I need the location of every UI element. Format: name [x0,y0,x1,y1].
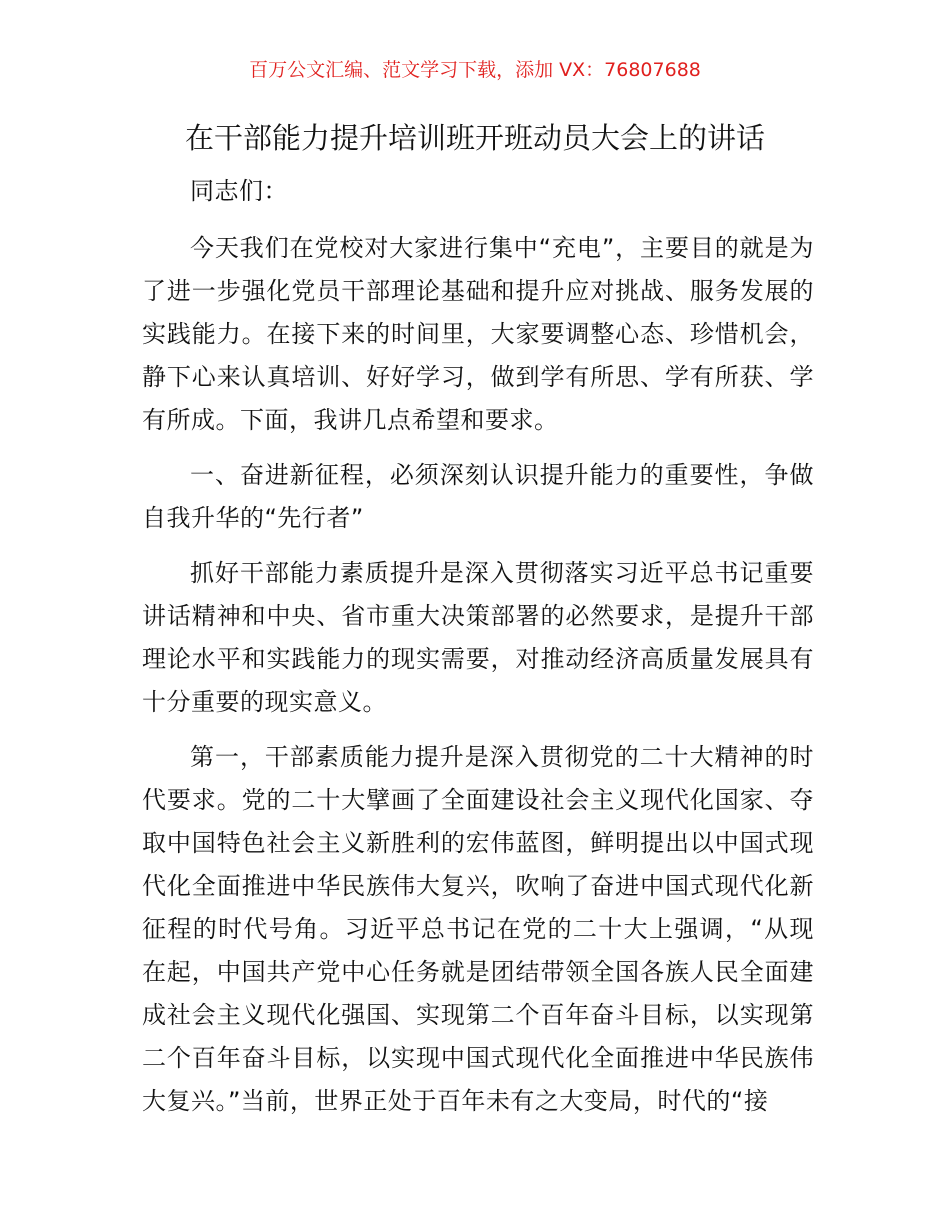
page-title: 在干部能力提升培训班开班动员大会上的讲话 [184,121,765,155]
section-heading-1: 一、奋进新征程，必须深刻认识提升能力的重要性，争做自我升华的“先行者” [142,461,814,532]
paragraph-section-1: 抓好干部能力素质提升是深入贯彻落实习近平总书记重要讲话精神和中央、省市重大决策部署的必然要求，是提升干部理论水平和实践能力的现实需要，对推动经济高质量发展具有十分重要的现实意义。 [142,559,814,716]
document-body [142,170,814,1135]
paragraph-intro: 今天我们在党校对大家进行集中“充电”，主要目的就是为了进一步强化党员干部理论基础和提升应对挑战、服务发展的实践能力。在接下来的时间里，大家要调整心态、珍惜机会，静下心来认真培训、好好学习，做到学有所思、学有所获、学有所成。下面，我讲几点希望和要求。 [142,234,814,434]
paragraph-point-1: 第一，干部素质能力提升是深入贯彻党的二十大精神的时代要求。党的二十大擘画了全面建设社会主义现代化国家、夺取中国特色社会主义新胜利的宏伟蓝图，鲜明提出以中国式现代化全面推进中华民族伟大复兴，吹响了奋进中国式现代化新征程的时代号角。习近平总书记在党的二十大上强调，“从现在起，中国共产党中心任务就是团结带领全国各族人民全面建成社会主义现代化强国、实现第二个百年奋斗目标，以实现第二个百年奋斗目标，以实现中国式现代化全面推进中华民族伟大复兴。”当前，世界正处于百年未有之大变局，时代的“接 [142,743,814,1115]
salutation: 同志们： [190,177,288,205]
watermark-header: 百万公文汇编、范文学习下载，添加 VX：76807688 [249,59,701,81]
